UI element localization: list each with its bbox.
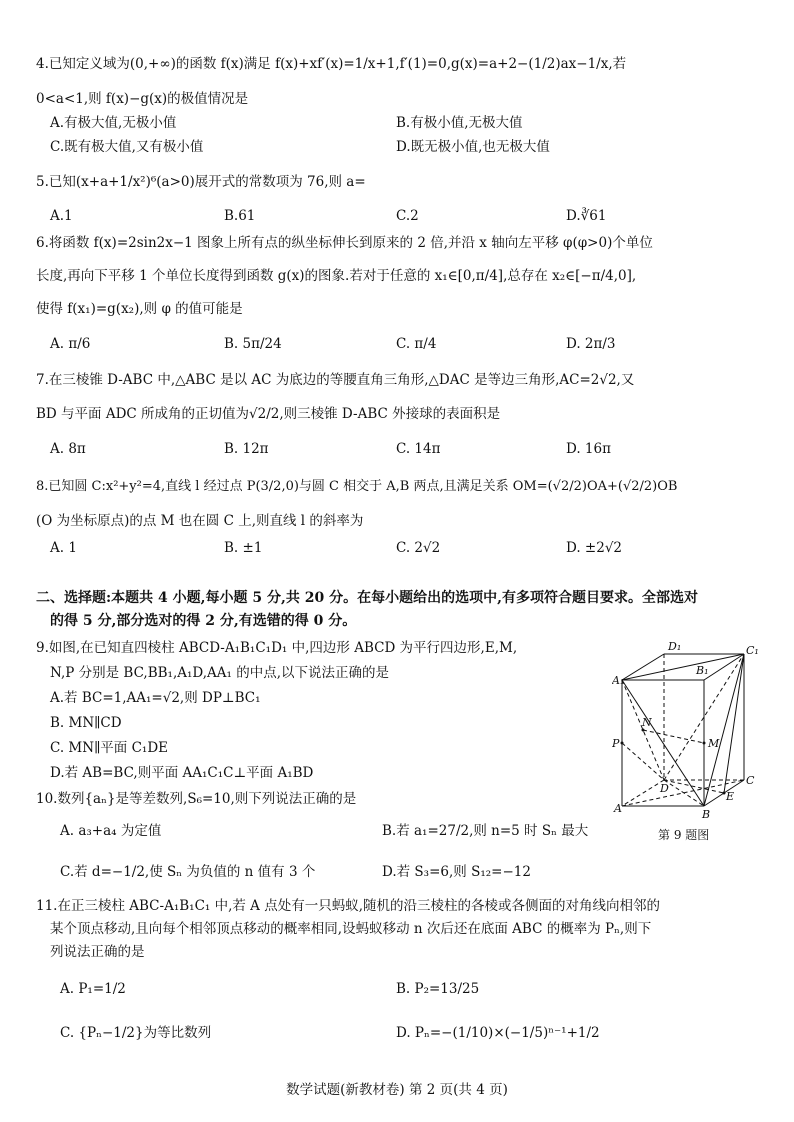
page-footer: 数学试题(新教材卷) 第 2 页(共 4 页)	[286, 1082, 508, 1098]
q5-option-c: C.2	[396, 208, 419, 224]
fig-label-d1: D₁	[668, 640, 682, 653]
fig-label-n: N	[642, 716, 652, 729]
q11-option-b: B. P₂=13/25	[396, 981, 480, 997]
q8-option-a: A. 1	[50, 540, 77, 556]
section2-heading-line2: 的得 5 分,部分选对的得 2 分,有选错的得 0 分。	[50, 613, 357, 629]
fig-label-m: M	[708, 737, 720, 750]
q7-stem-line1: 7.在三棱锥 D-ABC 中,△ABC 是以 AC 为底边的等腰直角三角形,△DAC 是等边三角形,AC=2√2,又	[36, 372, 635, 388]
q7-option-b: B. 12π	[224, 441, 269, 457]
q9-stem-line1: 9.如图,在已知直四棱柱 ABCD-A₁B₁C₁D₁ 中,四边形 ABCD 为平行四边形,E,M,	[36, 640, 518, 656]
q10-option-d: D.若 S₃=6,则 S₁₂=−12	[382, 864, 531, 880]
q9-option-b: B. MN∥CD	[50, 715, 122, 731]
q11-option-d: D. Pₙ=−(1/10)×(−1/5)ⁿ⁻¹+1/2	[396, 1025, 600, 1041]
fig-label-c: C	[746, 774, 755, 787]
q10-option-b: B.若 a₁=27/2,则 n=5 时 Sₙ 最大	[382, 823, 589, 839]
q11-stem-line2: 某个顶点移动,且向每个相邻顶点移动的概率相同,设蚂蚁移动 n 次后还在底面 ABC 的概率为 Pₙ,则下	[50, 921, 652, 937]
q8-option-d: D. ±2√2	[566, 540, 623, 556]
q6-option-d: D. 2π/3	[566, 336, 616, 352]
q4-option-d: D.既无极小值,也无极大值	[396, 139, 550, 155]
q9-option-c: C. MN∥平面 C₁DE	[50, 740, 169, 756]
q11-option-a: A. P₁=1/2	[60, 981, 126, 997]
q5-stem: 5.已知(x+a+1/x²)⁶(a>0)展开式的常数项为 76,则 a=	[36, 174, 366, 190]
q4-option-c: C.既有极大值,又有极小值	[50, 139, 204, 155]
q7-option-d: D. 16π	[566, 441, 611, 457]
q7-option-c: C. 14π	[396, 441, 441, 457]
q9-prism-figure	[612, 640, 762, 820]
q10-option-a: A. a₃+a₄ 为定值	[60, 823, 162, 839]
q10-option-c: C.若 d=−1/2,使 Sₙ 为负值的 n 值有 3 个	[60, 864, 316, 880]
q4-option-a: A.有极大值,无极小值	[50, 115, 177, 131]
q9-stem-line2: N,P 分别是 BC,BB₁,A₁D,AA₁ 的中点,以下说法正确的是	[50, 665, 390, 681]
fig-label-b: B	[702, 808, 711, 820]
q6-option-b: B. 5π/24	[224, 336, 282, 352]
q9-figure-caption: 第 9 题图	[658, 828, 710, 842]
q5-option-a: A.1	[50, 208, 73, 224]
section2-heading-line1: 二、选择题:本题共 4 小题,每小题 5 分,共 20 分。在每小题给出的选项中,有多项符合题目要求。全部选对	[36, 590, 698, 606]
q9-option-a: A.若 BC=1,AA₁=√2,则 DP⊥BC₁	[50, 690, 261, 706]
q8-stem-line2: (O 为坐标原点)的点 M 也在圆 C 上,则直线 l 的斜率为	[36, 513, 364, 529]
fig-label-a1: A₁	[612, 674, 625, 687]
q7-stem-line2: BD 与平面 ADC 所成角的正切值为√2/2,则三棱锥 D-ABC 外接球的表面积是	[36, 406, 501, 422]
q8-option-b: B. ±1	[224, 540, 263, 556]
fig-label-p: P	[612, 737, 620, 750]
q5-option-b: B.61	[224, 208, 256, 224]
fig-label-b1: B₁	[696, 664, 709, 677]
q9-option-d: D.若 AB=BC,则平面 AA₁C₁C⊥平面 A₁BD	[50, 765, 314, 781]
q6-option-c: C. π/4	[396, 336, 437, 352]
q8-stem-line1: 8.已知圆 C:x²+y²=4,直线 l 经过点 P(3/2,0)与圆 C 相交于 A,B 两点,且满足关系 OM=(√2/2)OA+(√2/2)OB	[36, 479, 678, 494]
q4-stem-line2: 0<a<1,则 f(x)−g(x)的极值情况是	[36, 91, 249, 107]
q8-option-c: C. 2√2	[396, 540, 441, 556]
q4-option-b: B.有极小值,无极大值	[396, 115, 523, 131]
fig-label-c1: C₁	[746, 644, 759, 657]
q11-option-c: C. {Pₙ−1/2}为等比数列	[60, 1025, 212, 1041]
q6-stem-line3: 使得 f(x₁)=g(x₂),则 φ 的值可能是	[36, 301, 243, 317]
q5-option-d: D.∛61	[566, 208, 607, 224]
fig-label-e: E	[726, 790, 735, 803]
q7-option-a: A. 8π	[50, 441, 86, 457]
q4-stem-line1: 4.已知定义域为(0,+∞)的函数 f(x)满足 f(x)+xf′(x)=1/x+1,f′(1)=0,g(x)=a+2−(1/2)ax−1/x,若	[36, 56, 627, 72]
fig-label-a: A	[614, 802, 622, 815]
q11-stem-line3: 列说法正确的是	[50, 944, 145, 960]
fig-label-d: D	[660, 782, 669, 795]
q6-stem-line2: 长度,再向下平移 1 个单位长度得到函数 g(x)的图象.若对于任意的 x₁∈[0,π/4],总存在 x₂∈[−π/4,0],	[36, 268, 637, 284]
q6-stem-line1: 6.将函数 f(x)=2sin2x−1 图象上所有点的纵坐标伸长到原来的 2 倍,并沿 x 轴向左平移 φ(φ>0)个单位	[36, 235, 653, 251]
q10-stem: 10.数列{aₙ}是等差数列,S₆=10,则下列说法正确的是	[36, 791, 357, 807]
q11-stem-line1: 11.在正三棱柱 ABC-A₁B₁C₁ 中,若 A 点处有一只蚂蚁,随机的沿三棱柱的各棱或各侧面的对角线向相邻的	[36, 898, 661, 914]
q6-option-a: A. π/6	[50, 336, 91, 352]
